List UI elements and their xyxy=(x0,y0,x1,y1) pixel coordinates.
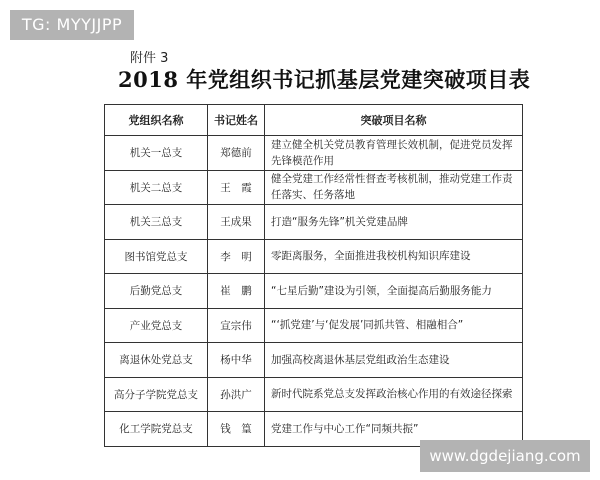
org-name: 后勤党总支 xyxy=(105,274,208,309)
secretary-name: 郑德前 xyxy=(208,136,265,171)
secretary-name: 崔 鹏 xyxy=(208,274,265,309)
table-row xyxy=(105,274,523,309)
project-item: “‘抓党建’与‘促发展’同抓共管、相融相合” xyxy=(265,308,523,343)
secretary-name: 孙洪广 xyxy=(208,377,265,412)
table-row xyxy=(105,205,523,240)
project-item: “七星后勤”建设为引领，全面提高后勤服务能力 xyxy=(265,274,523,309)
table-row xyxy=(105,308,523,343)
project-item: 健全党建工作经常性督查考核机制，推动党建工作责任落实、任务落地 xyxy=(265,170,523,205)
secretary-name: 王成果 xyxy=(208,205,265,240)
header-secretary: 书记姓名 xyxy=(208,105,265,136)
org-name: 离退休处党总支 xyxy=(105,343,208,378)
org-name: 图书馆党总支 xyxy=(105,239,208,274)
org-name: 机关一总支 xyxy=(105,136,208,171)
project-item: 新时代院系党总支发挥政治核心作用的有效途径探索 xyxy=(265,377,523,412)
project-table xyxy=(104,104,523,447)
header-org: 党组织名称 xyxy=(105,105,208,136)
org-name: 产业党总支 xyxy=(105,308,208,343)
attachment-label: 附件 3 xyxy=(130,51,169,66)
secretary-name: 宣宗伟 xyxy=(208,308,265,343)
table-row xyxy=(105,136,523,171)
org-name: 化工学院党总支 xyxy=(105,412,208,447)
org-name: 高分子学院党总支 xyxy=(105,377,208,412)
table-header-row xyxy=(105,105,523,136)
project-item: 建立健全机关党员教育管理长效机制，促进党员发挥先锋模范作用 xyxy=(265,136,523,171)
secretary-name: 王 霞 xyxy=(208,170,265,205)
tg-badge: TG: MYYJJPP xyxy=(10,10,134,40)
table-row xyxy=(105,239,523,274)
project-item: 加强高校离退休基层党组政治生态建设 xyxy=(265,343,523,378)
secretary-name: 钱 篁 xyxy=(208,412,265,447)
table-row xyxy=(105,377,523,412)
project-item: 零距离服务，全面推进我校机构知识库建设 xyxy=(265,239,523,274)
site-watermark: www.dgdejiang.com xyxy=(420,440,590,472)
table-row xyxy=(105,343,523,378)
project-item: 党建工作与中心工作“同频共振” xyxy=(265,412,523,447)
page-title: 2018 年党组织书记抓基层党建突破项目表 xyxy=(118,67,531,92)
secretary-name: 杨中华 xyxy=(208,343,265,378)
secretary-name: 李 明 xyxy=(208,239,265,274)
org-name: 机关三总支 xyxy=(105,205,208,240)
table-row xyxy=(105,170,523,205)
header-item: 突破项目名称 xyxy=(265,105,523,136)
org-name: 机关二总支 xyxy=(105,170,208,205)
project-item: 打造“服务先锋”机关党建品牌 xyxy=(265,205,523,240)
